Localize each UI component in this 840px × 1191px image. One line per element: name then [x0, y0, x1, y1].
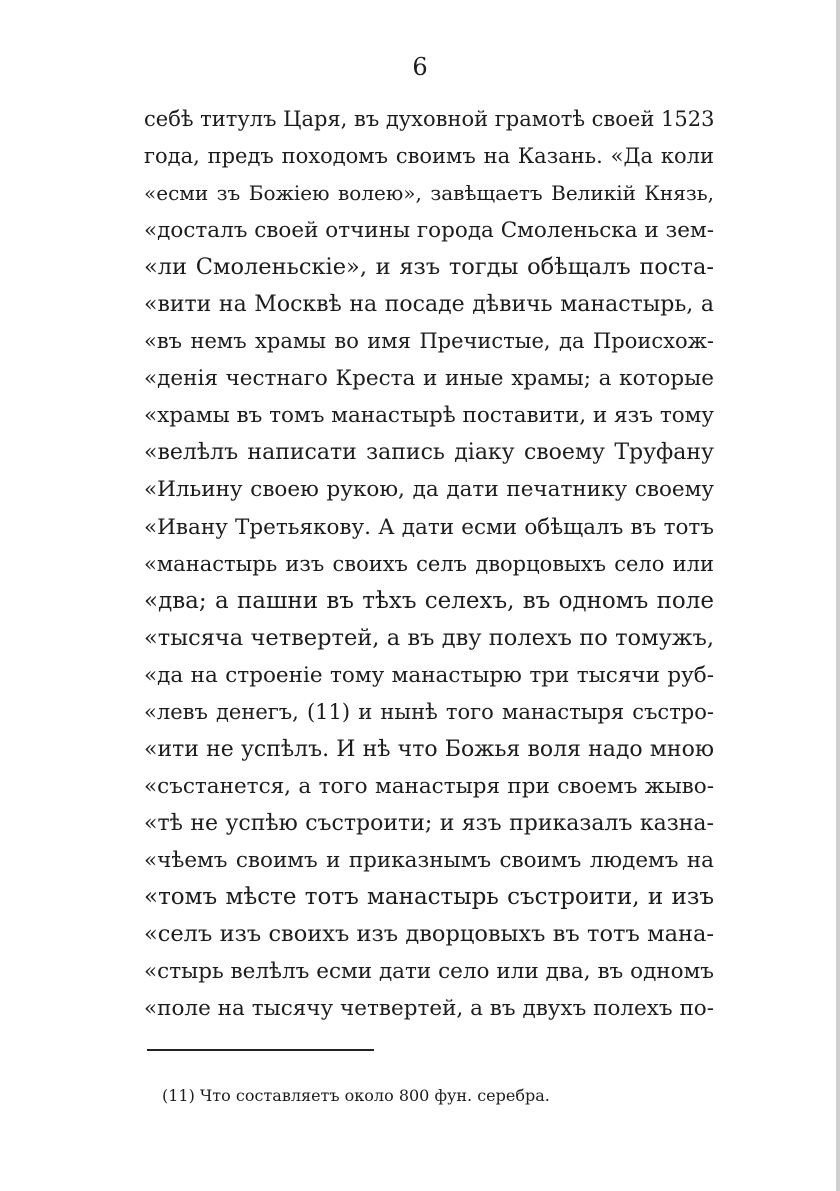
text-line: «ли Смоленьскіе», и язъ тогды обѣщалъ поста-	[144, 254, 714, 281]
text-line: «Ивану Третьякову. А дати есми обѣщалъ въ тотъ	[144, 514, 714, 540]
text-line: «левъ денегъ, (11) и нынѣ того манастыря състро-	[144, 699, 714, 724]
text-line: «поле на тысячу четвертей, а въ двухъ полехъ по-	[144, 996, 714, 1022]
text-line: «селъ изъ своихъ изъ дворцовыхъ въ тотъ мана-	[144, 921, 714, 948]
text-line: «състанется, а того манастыря при своемъ жыво-	[144, 773, 714, 799]
text-line: «тысяча четвертей, а въ дву полехъ по томужъ,	[144, 624, 714, 651]
text-line: «чѣемъ своимъ и приказнымъ своимъ людемъ на	[144, 847, 714, 873]
text-line: «томъ мѣсте тотъ манастырь състроити, и изъ	[144, 883, 714, 910]
text-line: «два; а пашни въ тѣхъ селехъ, въ одномъ поле	[144, 587, 714, 614]
text-line: «въ немъ храмы во имя Пречистые, да Происхож-	[144, 329, 714, 354]
text-line: «да на строеніе тому манастырю три тысячи руб-	[144, 662, 714, 688]
footnote-divider	[147, 1049, 374, 1051]
text-line: «стырь велѣлъ есми дати село или два, въ одномъ	[144, 959, 714, 985]
text-line: «есми зъ Божіею волею», завѣщаетъ Великій Князь,	[144, 181, 714, 206]
text-line: «досталъ своей отчины города Смоленьска и зем-	[144, 218, 714, 244]
page-edge-shadow	[836, 0, 840, 1191]
text-line: года, предъ походомъ своимъ на Казань. «Да коли	[144, 144, 714, 169]
text-line: «денія честнаго Креста и иные храмы; а которые	[144, 366, 714, 392]
text-line: «тѣ не успѣю състроити; и язъ приказалъ казна-	[144, 810, 714, 836]
text-line: себѣ титулъ Царя, въ духовной грамотѣ своей 1523	[144, 107, 715, 131]
text-line: «манастырь изъ своихъ селъ дворцовыхъ село или	[144, 551, 714, 576]
text-line: «храмы въ томъ манастырѣ поставити, и язъ тому	[144, 403, 715, 429]
body-text	[144, 101, 714, 1027]
text-line: «ити не успѣлъ. И нѣ что Божья воля надо мною	[144, 736, 714, 762]
text-line: «Ильину своею рукою, да дати печатнику своему	[144, 477, 714, 503]
page-number: 6	[412, 53, 428, 81]
text-line: «вити на Москвѣ на посаде дѣвичь манастырь, а	[144, 292, 714, 318]
footnote: (11) Что составляетъ около 800 фун. серебра.	[162, 1086, 550, 1105]
text-line: «велѣлъ написати запись діаку своему Труфану	[144, 440, 714, 466]
